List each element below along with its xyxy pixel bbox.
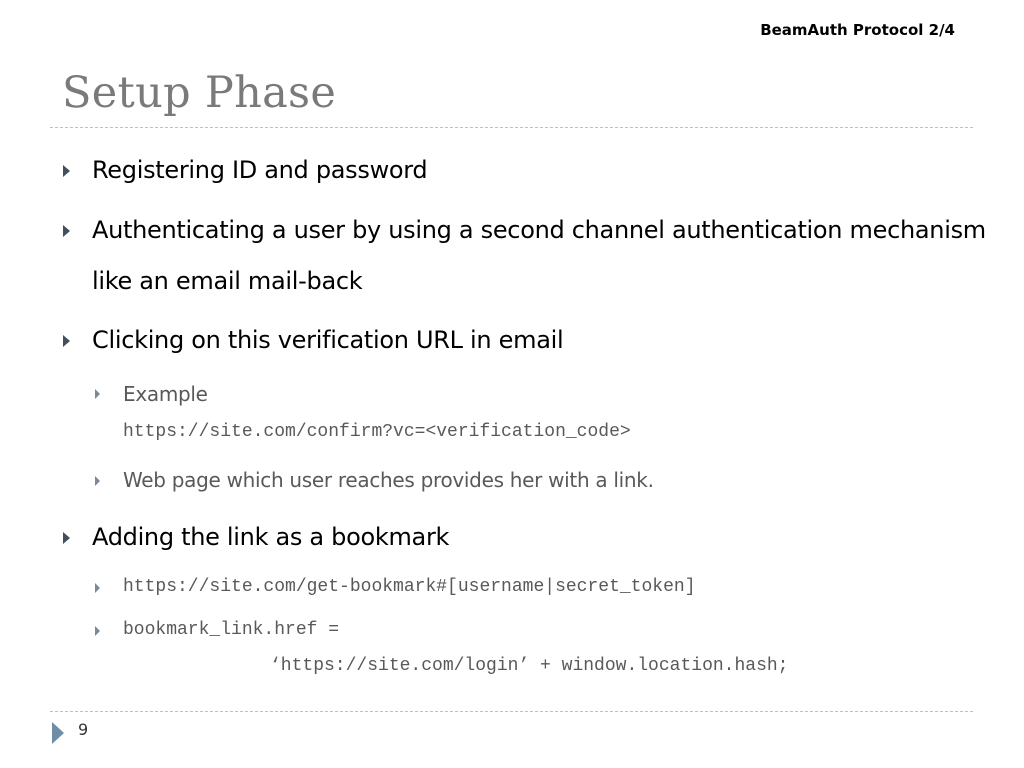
bullet-text: Clicking on this verification URL in email [92, 326, 564, 354]
sub-bullet-text: Web page which user reaches provides her with a link. [123, 468, 654, 492]
sub-bullet-arrow-icon [95, 583, 100, 593]
sub-bullet-arrow-icon [95, 626, 100, 636]
footer-divider [50, 711, 973, 712]
bullet-text: Adding the link as a bookmark [92, 523, 450, 551]
title-divider [50, 127, 973, 128]
code-sample: https://site.com/confirm?vc=<verification_code> [123, 422, 631, 442]
footer-arrow-icon [52, 722, 64, 744]
sub-bullet-arrow-icon [95, 476, 100, 486]
sub-bullet-text: Example [123, 382, 208, 406]
code-sample-continued: ‘https://site.com/login’ + window.location.hash; [270, 656, 789, 676]
bullet-arrow-icon [63, 225, 70, 237]
sub-bullet-arrow-icon [95, 389, 100, 399]
bullet-text-continued: like an email mail-back [92, 267, 363, 295]
bullet-text: Authenticating a user by using a second channel authentication mechanism [92, 216, 986, 244]
code-sample: https://site.com/get-bookmark#[username|secret_token] [123, 577, 696, 597]
code-sample: bookmark_link.href = [123, 620, 340, 640]
page-number: 9 [78, 720, 89, 739]
bullet-text: Registering ID and password [92, 156, 428, 184]
slide-header-label: BeamAuth Protocol 2/4 [760, 21, 955, 39]
bullet-arrow-icon [63, 335, 70, 347]
bullet-arrow-icon [63, 165, 70, 177]
bullet-arrow-icon [63, 532, 70, 544]
slide-title: Setup Phase [62, 68, 337, 118]
